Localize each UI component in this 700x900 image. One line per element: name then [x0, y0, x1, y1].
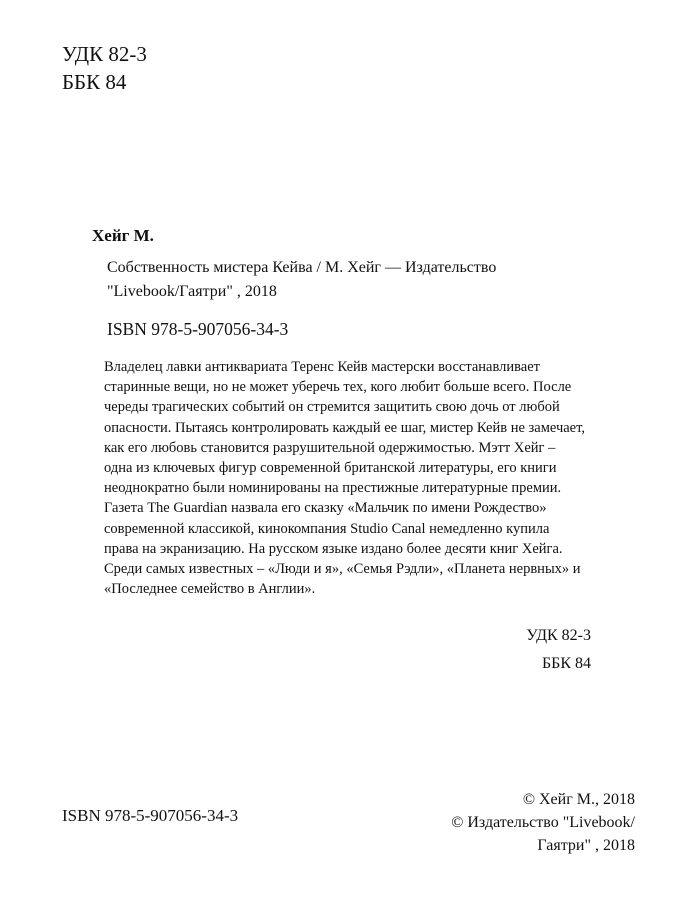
annotation-line: как его любовь становится разрушительной одержимостью. Мэтт Хейг – — [104, 439, 556, 456]
annotation-line: старинные вещи, но не может уберечь тех, кого любит больше всего. После — [104, 379, 572, 396]
classification-codes — [503, 622, 591, 678]
copyright-block — [420, 788, 635, 857]
bibliographic-title — [107, 256, 496, 304]
annotation-line: права на экранизацию. На русском языке издано более десяти книг Хейга. — [104, 540, 563, 557]
header-udk: УДК 82-3 — [62, 42, 147, 66]
annotation-line: «Последнее семейство в Англии». — [104, 581, 316, 598]
header-bbk: ББК 84 — [62, 70, 127, 94]
author-name: Хейг М. — [92, 226, 154, 245]
copyright-author: © Хейг М., 2018 — [522, 791, 635, 808]
isbn-footer: ISBN 978-5-907056-34-3 — [62, 806, 239, 825]
classification-udk: УДК 82-3 — [526, 627, 591, 644]
annotation-line: череды трагических событий он стремится защитить свою дочь от любой — [104, 399, 560, 416]
annotation-line: неоднократно были номинированы на престижные литературные премии. — [104, 480, 562, 497]
copyright-publisher-line-1: © Издательство "Livebook/ — [451, 814, 635, 831]
isbn-bibliographic: ISBN 978-5-907056-34-3 — [107, 319, 289, 339]
annotation-line: опасности. Пытаясь контролировать каждый ее шаг, мистер Кейв не замечает, — [104, 419, 585, 436]
annotation-line: Газета The Guardian назвала его сказку «Мальчик по имени Рождество» — [104, 500, 547, 517]
classification-bbk: ББК 84 — [541, 655, 591, 672]
title-line-1: Собственность мистера Кейва / М. Хейг — Издательство — [107, 259, 497, 276]
header-codes — [62, 40, 147, 96]
annotation-line: Среди самых известных – «Люди и я», «Семья Рэдли», «Планета нервных» и — [104, 561, 581, 578]
copyright-publisher-line-2: Гаятри" , 2018 — [537, 837, 635, 854]
annotation-line: Владелец лавки антиквариата Теренс Кейв мастерски восстанавливает — [104, 359, 540, 375]
title-line-2: "Livebook/Гаятри" , 2018 — [107, 283, 277, 300]
annotation-line: современной классикой, кинокомпания Studio Canal немедленно купила — [104, 520, 550, 537]
annotation-text — [104, 357, 624, 599]
annotation-line: одна из ключевых фигур современной британской литературы, его книги — [104, 460, 557, 477]
